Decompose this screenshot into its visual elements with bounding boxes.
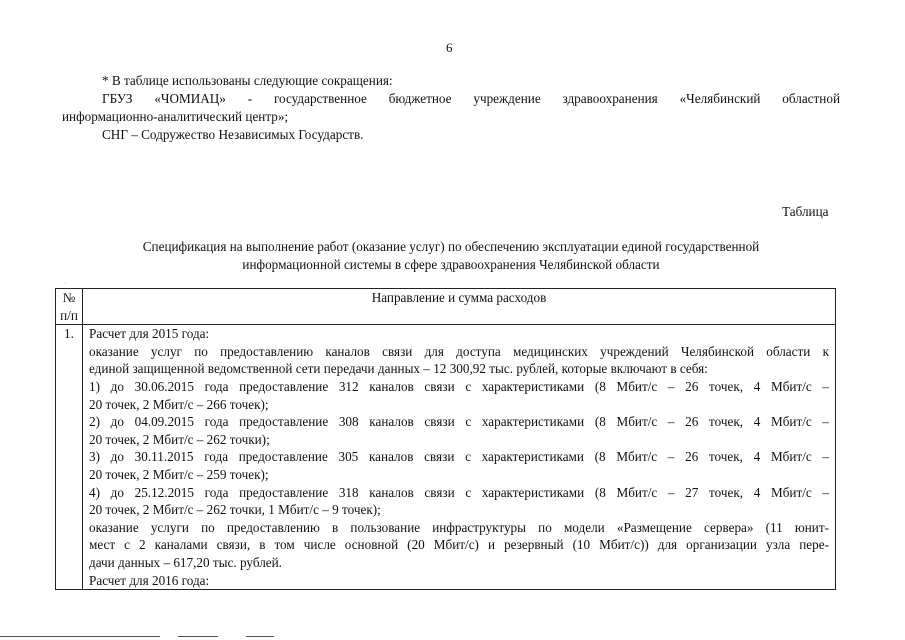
- row-line: 20 точек, 2 Мбит/с – 262 точки, 1 Мбит/с – 9 точек);: [89, 502, 381, 518]
- header-number-line2: п/п: [60, 307, 78, 323]
- specification-title: [62, 238, 840, 274]
- row-line: 4) до 25.12.2015 года предоставление 318 каналов связи с характеристиками (8 Мбит/с – 27 точек, 4 Мбит/с –: [89, 484, 829, 500]
- row-line: мест с 2 каналами связи, в том числе основной (20 Мбит/с) и резервный (10 Мбит/с)) для организации узла пере-: [89, 537, 829, 553]
- row-line: Расчет для 2016 года:: [89, 572, 210, 588]
- page-bottom-edge: [0, 633, 905, 640]
- row-line: 20 точек, 2 Мбит/с – 266 точек);: [89, 396, 269, 412]
- bottom-rule: [246, 636, 274, 637]
- specification-table: [55, 288, 836, 590]
- row-content: [83, 325, 836, 590]
- row-line: дачи данных – 617,20 тыс. рублей.: [89, 554, 282, 570]
- row-line: единой защищенной ведомственной сети передачи данных – 12 300,92 тыс. рублей, которые включают в себя:: [89, 361, 708, 377]
- row-line: 3) до 30.11.2015 года предоставление 305 каналов связи с характеристиками (8 Мбит/с – 26 точек, 4 Мбит/с –: [89, 449, 829, 465]
- row-line: 2) до 04.09.2015 года предоставление 308 каналов связи с характеристиками (8 Мбит/с – 26 точек, 4 Мбит/с –: [89, 414, 829, 430]
- bottom-rule: [178, 636, 218, 637]
- title-line-1: Спецификация на выполнение работ (оказание услуг) по обеспечению эксплуатации единой государственной: [142, 239, 760, 254]
- row-line: оказание услуг по предоставлению каналов связи для доступа медицинских учреждений Челябинской области к: [89, 343, 829, 359]
- table-row: [56, 325, 836, 590]
- row-number: 1.: [56, 325, 83, 590]
- row-line: 1) до 30.06.2015 года предоставление 312 каналов связи с характеристиками (8 Мбит/с – 26 точек, 4 Мбит/с –: [89, 378, 829, 394]
- title-line-2: информационной системы в сфере здравоохранения Челябинской области: [242, 257, 660, 272]
- table-label: Таблица: [782, 204, 829, 219]
- abbr-chomiac-line1: ГБУЗ «ЧОМИАЦ» - государственное бюджетное учреждение здравоохранения «Челябинский областной: [102, 91, 840, 106]
- row-line: 20 точек, 2 Мбит/с – 262 точки);: [89, 431, 270, 447]
- abbreviations-notes: [62, 72, 840, 144]
- row-line: Расчет для 2015 года:: [89, 326, 210, 342]
- header-expenses: Направление и сумма расходов: [83, 289, 836, 325]
- header-number-line1: №: [62, 290, 76, 305]
- row-line: оказание услуги по предоставлению в пользование инфраструктуры по модели «Размещение сервера» (11 юнит-: [89, 519, 829, 535]
- scan-mark: ˌ: [64, 275, 67, 284]
- bottom-rule: [0, 636, 160, 637]
- notes-intro: * В таблице использованы следующие сокращения:: [102, 73, 393, 88]
- table-header-row: [56, 289, 836, 325]
- row-line: 20 точек, 2 Мбит/с – 259 точек);: [89, 466, 269, 482]
- header-number: [56, 289, 83, 325]
- abbr-chomiac-line2: информационно-аналитический центр»;: [62, 109, 289, 124]
- page-number: 6: [446, 40, 453, 55]
- abbr-sng: СНГ – Содружество Независимых Государств.: [102, 127, 364, 142]
